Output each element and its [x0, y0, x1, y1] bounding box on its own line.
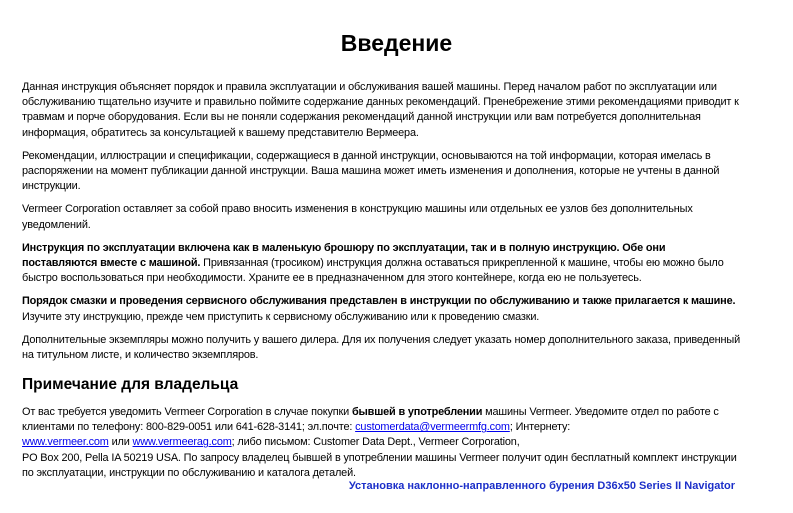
intro-paragraph-3: Vermeer Corporation оставляет за собой право вносить изменения в конструкцию машины или отдельных ее узлов без дополнительных уведомлений. [22, 203, 693, 231]
intro-paragraph-5-bold: Порядок смазки и проведения сервисного обслуживания представлен в инструкции по обслуживанию и также прилагается к машине. [22, 295, 736, 308]
owner-note-text-2: машины Vermeer. Уведомите отдел по работе с клиентами по телефону: 800-829-0051 или 641-628-3141; эл.почте: [22, 406, 719, 434]
owner-note-text-3: ; Интернету: [509, 421, 571, 434]
intro-paragraph-4 [22, 241, 740, 287]
intro-paragraph-5 [22, 294, 740, 324]
owner-note-text-1: От вас требуется уведомить Vermeer Corporation в случае покупки [22, 406, 352, 418]
page-title: Введение [340, 30, 453, 56]
owner-note-text-4: или [108, 436, 133, 449]
intro-paragraph-4-bold: Инструкция по эксплуатации включена как в маленькую брошюру по эксплуатации, так и в полную инструкцию. Обе они поставляются вместе с машиной. [22, 241, 666, 270]
intro-section [22, 80, 740, 371]
intro-paragraph-2: Рекомендации, иллюстрации и спецификации, содержащиеся в данной инструкции, основываются на той информации, которая имелась в распоряжении на момент публикации данной инструкции. Ваша машина может иметь изменения и дополнения, которые не учтены в данной инструкции. [22, 149, 720, 193]
intro-paragraph-6: Дополнительные экземпляры можно получить у вашего дилера. Для их получения следует указать номер дополнительного заказа, приведенный на титульном листе, и количество экземпляров. [22, 333, 741, 362]
owner-note-section [22, 405, 740, 481]
vermeerag-website-link[interactable]: www.vermeerag.com [132, 436, 232, 449]
vermeer-website-link[interactable]: www.vermeer.com [22, 436, 109, 449]
owner-note-paragraph-1 [22, 405, 740, 451]
intro-paragraph-1: Данная инструкция объясняет порядок и правила эксплуатации и обслуживания вашей машины. Перед началом работ по эксплуатации или обслуживанию тщательно изучите и правильно поймите содержание данных рекомендаций. Пренебрежение этими рекомендациями приводит к травмам и порче оборудования. Если вы не поняли содержания рекомендаций данной инструкции или вам потребуется дополнительная информация, обратитесь за консультацией к вашему представителю Вермеера. [22, 81, 739, 139]
customer-email-link[interactable]: customerdata@vermeermfg.com [355, 421, 510, 434]
intro-paragraph-4-text: Привязанная (тросиком) инструкция должна оставаться прикрепленной к машине, чтобы ею можно было быстро воспользоваться при необходимости. Храните ее в предназначенном для этого контейнере, когда ею не пользуетесь. [22, 257, 724, 285]
owner-note-heading: Примечание для владельца [22, 376, 239, 393]
owner-note-text-5: ; либо письмом: Customer Data Dept., Vermeer Corporation, [231, 436, 520, 449]
owner-note-bold: бывшей в употреблении [351, 406, 483, 418]
owner-note-paragraph-2: PO Box 200, Pella IA 50219 USA. По запросу владелец бывшей в употреблении машины Vermeer получит один бесплатный комплект инструкции по эксплуатации, инструкции по обслуживанию и каталога деталей. [22, 451, 737, 479]
footer-product-title: Установка наклонно-направленного бурения D36x50 Series II Navigator [348, 480, 735, 492]
intro-paragraph-5-text: Изучите эту инструкцию, прежде чем приступить к сервисному обслуживанию или к проведению смазки. [22, 310, 540, 323]
